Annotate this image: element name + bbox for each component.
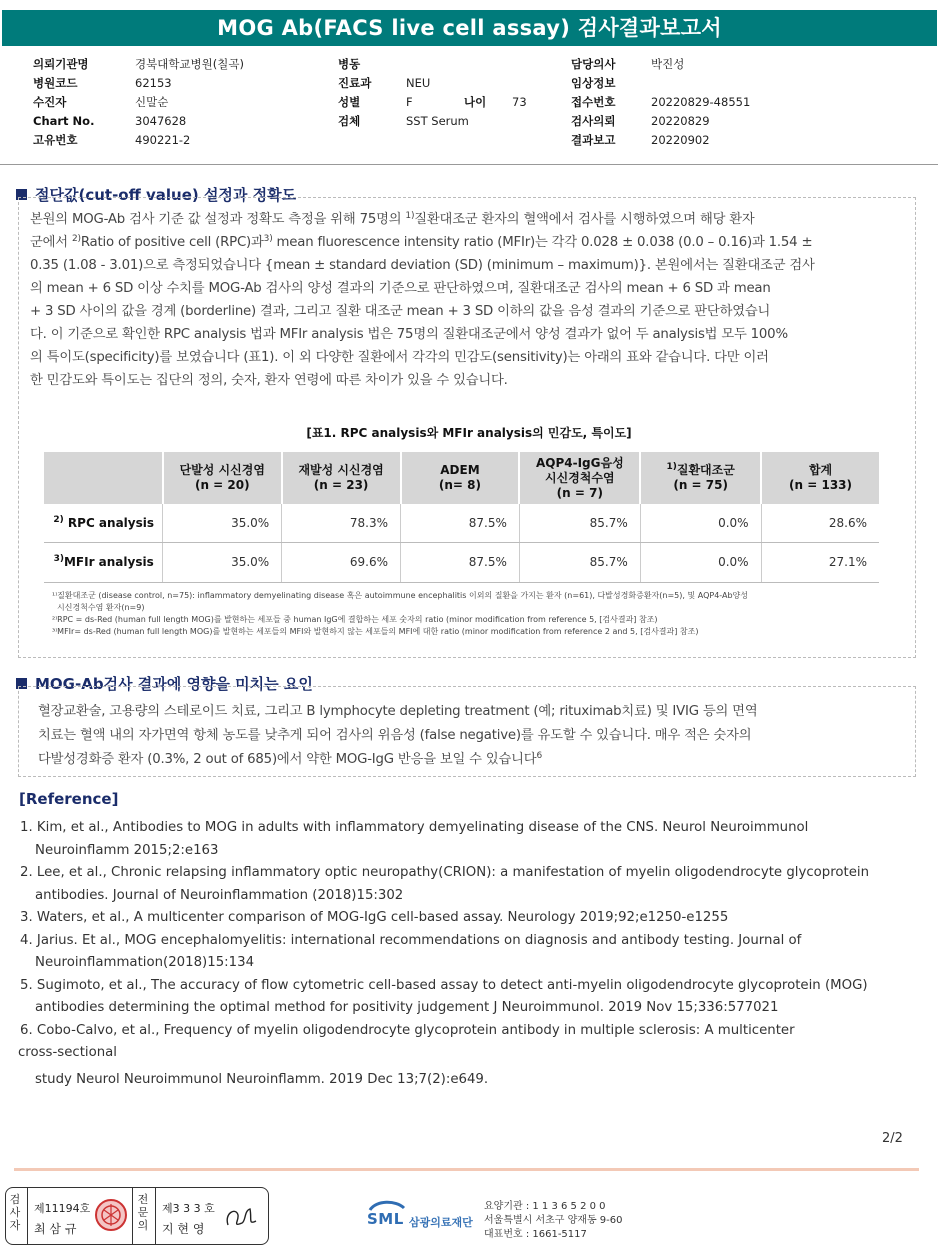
- table-cell: 69.6%: [282, 542, 401, 582]
- value-sex: F: [406, 95, 413, 109]
- paragraph-line: 혈장교환술, 고용량의 스테로이드 치료, 그리고 B lymphocyte depleting treatment (예; rituximab치료) 및 IVIG 등의 면역: [38, 704, 758, 719]
- header-col-1: [33, 55, 244, 150]
- paragraph-line: 한 민감도와 특이도는 집단의 정의, 숫자, 환자 연령에 따른 차이가 있을 수 있습니다.: [30, 373, 508, 388]
- page-number: 2/2: [882, 1131, 903, 1146]
- value-chart-no: 3047628: [135, 114, 187, 128]
- header-cell: 합계 (n = 133): [761, 452, 879, 504]
- table-cell: 35.0%: [163, 542, 282, 582]
- table-row: [44, 542, 879, 582]
- header-col-2: [338, 55, 527, 131]
- label-sex: 성별: [338, 95, 361, 109]
- footnote: 시신경척수염 환자(n=9): [57, 603, 145, 612]
- label-department: 진료과: [338, 76, 372, 90]
- specialist-license: 제3 3 3 호: [162, 1202, 215, 1215]
- section-cutoff-text: [30, 208, 910, 392]
- label-doctor: 담당의사: [571, 57, 616, 71]
- label-report-date: 결과보고: [571, 133, 616, 147]
- table-cell: 27.1%: [761, 542, 879, 582]
- institution-address: 요양기관 : 1 1 3 6 5 2 0 0 서울특별시 서초구 양재동 9-60 대표번호 : 1661-5117: [484, 1201, 623, 1240]
- reference-item-cont: Neuroinflamm 2015;2:e163: [35, 842, 219, 858]
- value-institution: 경북대학교병원(칠곡): [135, 57, 244, 71]
- label-institution: 의뢰기관명: [33, 57, 89, 71]
- sensitivity-table: [44, 452, 879, 583]
- reference-item-cont: study Neurol Neuroimmunol Neuroinflamm. 2019 Dec 13;7(2):e649.: [35, 1071, 489, 1087]
- reference-heading: [Reference]: [19, 790, 119, 808]
- label-receipt-no: 접수번호: [571, 95, 616, 109]
- logo-org: 삼광의료재단: [409, 1216, 473, 1229]
- value-age: 73: [512, 95, 527, 109]
- specialist-label: 전 문 의: [137, 1193, 149, 1232]
- label-unique-no: 고유번호: [33, 133, 78, 147]
- header-divider: [0, 164, 938, 165]
- reference-item: 4. Jarius. Et al., MOG encephalomyelitis: international recommendations on diagnosis and antibody testing. Journal of: [20, 932, 802, 948]
- signature-icon: [222, 1203, 262, 1233]
- footnote: ²⁾RPC = ds-Red (human full length MOG)를 발현하는 세포들 중 human IgG에 결합하는 세포 숫자의 ratio (minor modification from reference 5, [검사결과] 참조): [52, 615, 658, 624]
- reference-item-cont: Neuroinflammation(2018)15:134: [35, 955, 255, 970]
- footnote: ¹⁾질환대조군 (disease control, n=75): inflammatory demyelinating disease 혹은 autoimmune encephalitis 이외의 질환을 가지는 환자 (n=61), 다발성경화증환자(n=5), 및 AQP4-Ab양성: [52, 591, 748, 600]
- header-cell: 단발성 시신경염 (n = 20): [163, 452, 282, 504]
- reference-item: 5. Sugimoto, et al., The accuracy of flow cytometric cell-based assay to detect anti-myelin oligodendrocyte glycoprotein (MOG): [20, 977, 868, 993]
- divider: [132, 1188, 133, 1244]
- reference-item: 2. Lee, et al., Chronic relapsing inflammatory optic neuropathy(CRION): a manifestation of myelin oligodendrocyte glycoprotein: [20, 865, 870, 880]
- table-cell: 87.5%: [401, 504, 520, 542]
- reference-item: 3. Waters, et al., A multicenter comparison of MOG-IgG cell-based assay. Neurology 2019;92;e1250-e1255: [20, 910, 729, 925]
- label-clinical-info: 임상정보: [571, 76, 616, 90]
- section-factors-heading: MOG-Ab검사 결과에 영향을 미치는 요인: [16, 673, 313, 694]
- table-cell: 0.0%: [640, 542, 761, 582]
- table-header-row: [44, 452, 879, 504]
- logo-text: SML: [367, 1210, 404, 1228]
- value-doctor: 박진성: [651, 57, 685, 71]
- footer-divider: [14, 1168, 919, 1171]
- header-cell: AQP4-IgG음성 시신경척수염 (n = 7): [519, 452, 640, 504]
- seal-stamp-icon: [94, 1198, 128, 1232]
- value-receipt-no: 20220829-48551: [651, 95, 751, 109]
- label-age: 나이: [464, 95, 487, 109]
- paragraph-line: 0.35 (1.08 - 3.01)으로 측정되었습니다 {mean ± standard deviation (SD) (minimum – maximum)}. 본원에서는 질환대조군 검사: [30, 258, 815, 273]
- reference-item-cont: cross-sectional: [18, 1045, 118, 1060]
- paragraph-line: 치료는 혈액 내의 자가면역 항체 농도를 낮추게 되어 검사의 위음성 (false negative)를 유도할 수 있습니다. 매우 적은 숫자의: [38, 728, 752, 743]
- reference-item: 6. Cobo-Calvo, et al., Frequency of myelin oligodendrocyte glycoprotein antibody in multiple sclerosis: A multicenter: [20, 1022, 795, 1038]
- divider: [27, 1188, 28, 1244]
- specialist-name: 지 현 영: [162, 1222, 205, 1236]
- value-unique-no: 490221-2: [135, 133, 191, 147]
- reference-item: 1. Kim, et al., Antibodies to MOG in adults with inflammatory demyelinating disease of the CNS. Neurol Neuroimmunol: [20, 820, 809, 835]
- examiner-name: 최 삼 규: [34, 1222, 77, 1236]
- value-hospital-code: 62153: [135, 76, 172, 90]
- paragraph-line: + 3 SD 사이의 값을 경계 (borderline) 결과, 그리고 질환 대조군 mean + 3 SD 이하의 값을 음성 결과의 기준으로 판단하였습니: [30, 304, 771, 319]
- paragraph-line: 다발성경화증 환자 (0.3%, 2 out of 685)에서 약한 MOG-IgG 반응을 보일 수 있습니다$^6$: [38, 751, 542, 767]
- label-chart-no: Chart No.: [33, 114, 95, 128]
- header-col-3: [571, 55, 750, 150]
- section-factors-text: [38, 700, 908, 772]
- table-cell: 28.6%: [761, 504, 879, 542]
- footnote: ³⁾MFIr= ds-Red (human full length MOG)를 발현하는 세포들의 MFI와 발현하지 않는 세포들의 MFI에 대한 ratio (minor modification from reference 2 and 5, [검사결과] 참조): [52, 627, 699, 636]
- row-label: $^{3)}$MFIr analysis: [44, 542, 163, 582]
- table-cell: 85.7%: [519, 542, 640, 582]
- paragraph-line: 다. 이 기준으로 확인한 RPC analysis 법과 MFIr analysis 법은 75명의 질환대조군에서 양성 결과가 없어 두 analysis법 모두 100%: [30, 327, 788, 342]
- divider: [155, 1188, 156, 1244]
- examiner-license: 제11194호: [34, 1202, 91, 1215]
- value-report-date: 20220902: [651, 133, 710, 147]
- reference-item-cont: antibodies. Journal of Neuroinflammation (2018)15:302: [35, 887, 404, 903]
- examiner-label: 검 사 자: [9, 1193, 21, 1232]
- table-cell: 85.7%: [519, 504, 640, 542]
- table-row: [44, 504, 879, 542]
- table-footnotes: [52, 590, 902, 638]
- label-ward: 병동: [338, 57, 361, 71]
- reference-item-cont: antibodies determining the optimal method for positivity judgement J Neuroimmunol. 2019 Nov 15;336:577021: [35, 1000, 779, 1015]
- report-title: MOG Ab(FACS live cell assay) 검사결과보고서: [2, 10, 937, 46]
- header-cell: 재발성 시신경염 (n = 23): [282, 452, 401, 504]
- table-cell: 78.3%: [282, 504, 401, 542]
- label-patient: 수진자: [33, 95, 67, 109]
- header-cell: ADEM (n= 8): [401, 452, 520, 504]
- table-cell: 35.0%: [163, 504, 282, 542]
- section-cutoff-heading: 절단값(cut-off value) 설정과 정확도: [16, 184, 296, 205]
- table-cell: 0.0%: [640, 504, 761, 542]
- paragraph-line: 본원의 MOG-Ab 검사 기준 값 설정과 정확도 측정을 위해 75명의 $^{1)}$질환대조군 환자의 혈액에서 검사를 시행하였으며 해당 환자: [30, 211, 755, 227]
- table-caption: [표1. RPC analysis와 MFIr analysis의 민감도, 특이도]: [306, 426, 632, 440]
- value-request-date: 20220829: [651, 114, 710, 128]
- label-hospital-code: 병원코드: [33, 76, 78, 90]
- label-request-date: 검사의뢰: [571, 114, 616, 128]
- header-cell: $^{1)}$질환대조군 (n = 75): [640, 452, 761, 504]
- reference-list: [20, 817, 920, 1091]
- label-specimen: 검체: [338, 114, 361, 128]
- table-cell: 87.5%: [401, 542, 520, 582]
- paragraph-line: 군에서 $^{2)}$Ratio of positive cell (RPC)과$^{3)}$ mean fluorescence intensity ratio (MFIr)는 각각 0.028 ± 0.038 (0.0 – 0.16)과 1.54 ±: [30, 234, 813, 250]
- header-cell-blank: [44, 452, 163, 504]
- value-specimen: SST Serum: [406, 114, 469, 128]
- paragraph-line: 의 mean + 6 SD 이상 수치를 MOG-Ab 검사의 양성 결과의 기준으로 판단하였으며, 질환대조군 검사의 mean + 6 SD 과 mean: [30, 281, 771, 296]
- row-label: $^{2)}$ RPC analysis: [44, 504, 163, 542]
- paragraph-line: 의 특이도(specificity)를 보였습니다 (표1). 이 외 다양한 질환에서 각각의 민감도(sensitivity)는 아래의 표와 같습니다. 다만 이러: [30, 350, 769, 365]
- value-patient: 신말순: [135, 95, 169, 109]
- value-department: NEU: [406, 76, 431, 90]
